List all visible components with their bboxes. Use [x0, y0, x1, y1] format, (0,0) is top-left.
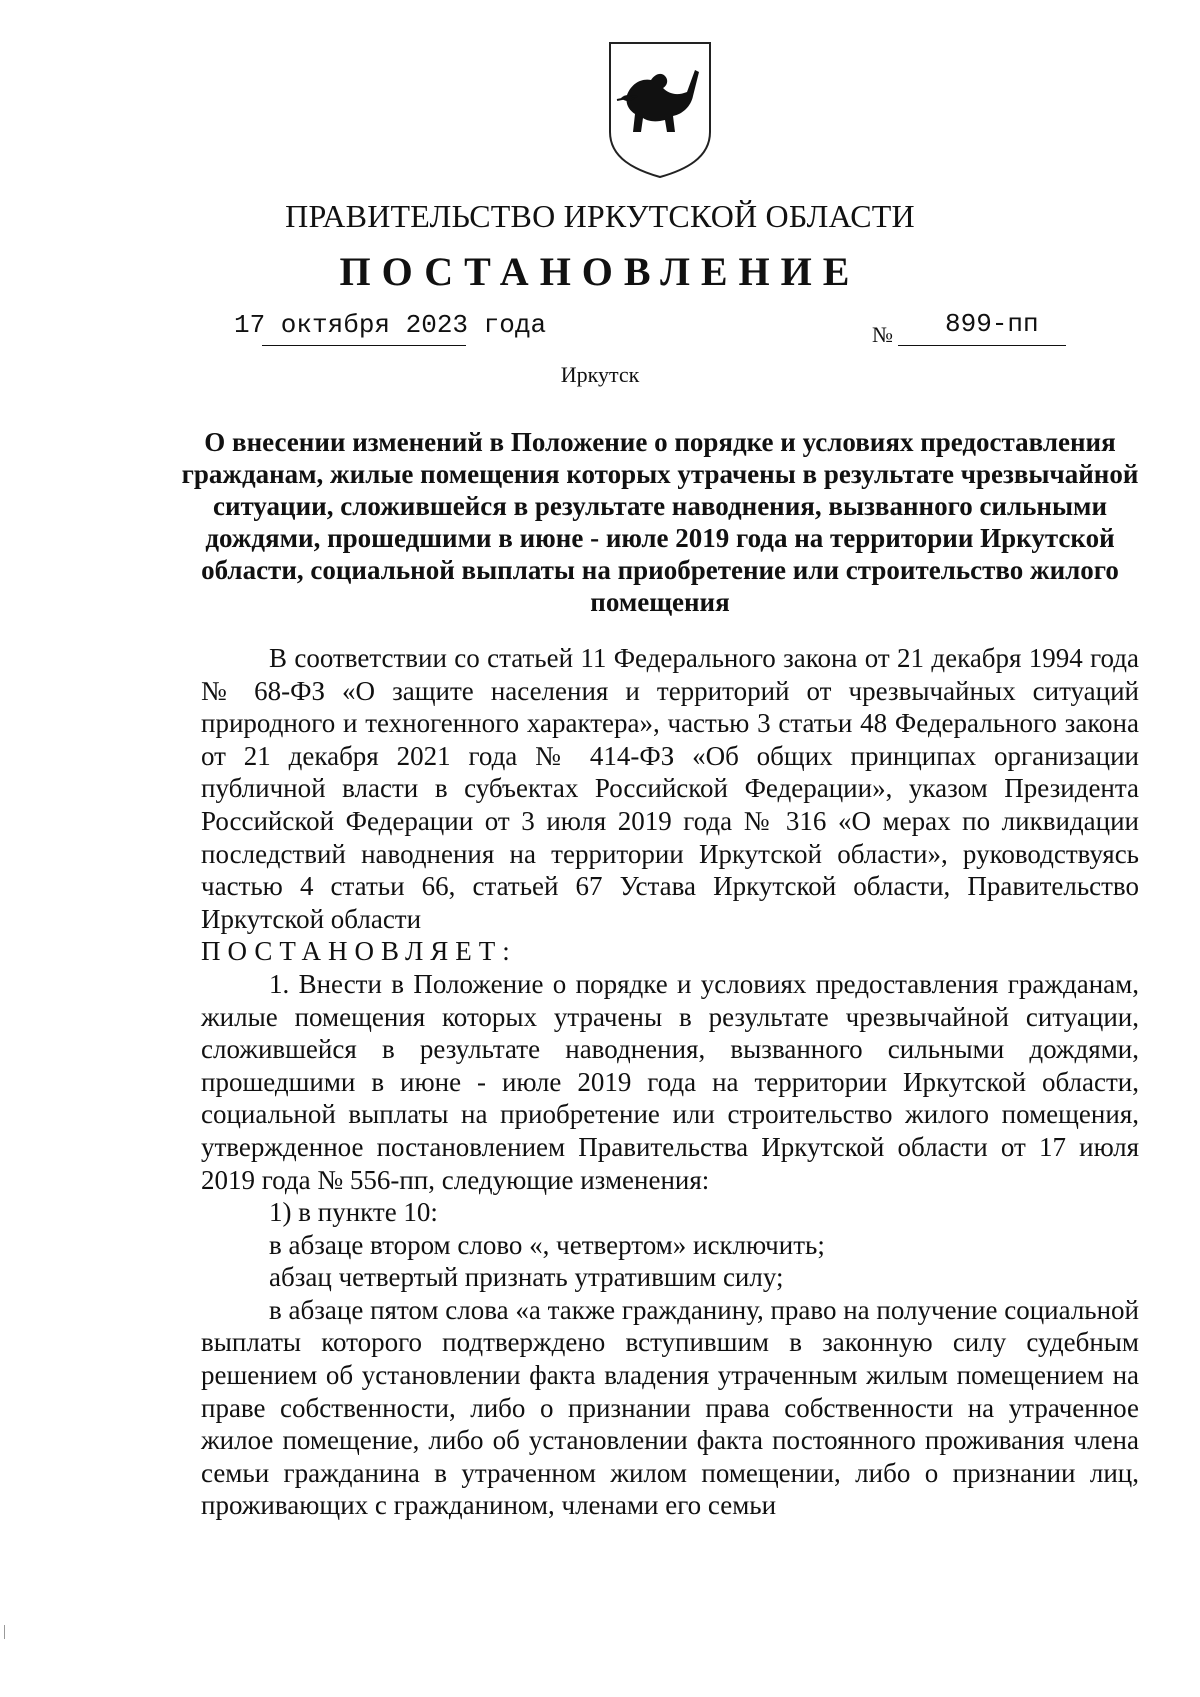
document-body: [201, 642, 1139, 1522]
document-type-title: ПОСТАНОВЛЕНИЕ: [339, 249, 861, 294]
subitem-paragraph: в абзаце пятом слова «а также гражданину, право на получение социальной выплаты которого подтверждено вступившим в законную силу судебным решением об установлении факта владения утраченным жилым помещением на праве собственности, либо о признании права собственности на утраченное жилое помещение, либо об установлении факта постоянного проживания члена семьи гражданина в утраченном жилом помещении, либо о признании лиц, проживающих с гражданином, членами его семьи: [201, 1294, 1139, 1521]
subitem-paragraph: в абзаце втором слово «, четвертом» исключить;: [269, 1229, 825, 1260]
decrees-word: ПОСТАНОВЛЯЕТ:: [201, 936, 517, 967]
scan-margin-mark: [4, 1625, 5, 1639]
number-sign: №: [872, 322, 893, 347]
item-1-paragraph: 1. Внести в Положение о порядке и условиях предоставления гражданам, жилые помещения которых утрачены в результате чрезвычайной ситуации, сложившейся в результате наводнения, вызванного сильными дождями, прошедшими в июне - июле 2019 года на территории Иркутской области, социальной выплаты на приобретение или строительство жилого помещения, утвержденное постановлением Правительства Иркутской области от 17 июля 2019 года № 556-пп, следующие изменения:: [201, 968, 1139, 1195]
subitem-paragraph: 1) в пункте 10:: [269, 1197, 438, 1228]
date-underline: [262, 345, 466, 346]
subitem-paragraph: абзац четвертый признать утратившим силу;: [269, 1262, 784, 1293]
government-name: ПРАВИТЕЛЬСТВО ИРКУТСКОЙ ОБЛАСТИ: [285, 198, 915, 234]
city: Иркутск: [560, 362, 640, 387]
coat-of-arms-emblem: [607, 40, 713, 180]
decree-subject-title: О внесении изменений в Положение о порядке и условиях предоставления гражданам, жилые помещения которых утрачены в результате чрезвычайной ситуации, сложившейся в результате наводнения, вызванного сильными дождями, прошедшими в июне - июле 2019 года на территории Иркутской области, социальной выплаты на приобретение или строительство жилого помещения: [181, 427, 1139, 617]
number-underline: [898, 345, 1066, 346]
decree-number: 899-пп: [945, 309, 1039, 339]
preamble-paragraph: В соответствии со статьей 11 Федерального закона от 21 декабря 1994 года № 68-ФЗ «О защите населения и территорий от чрезвычайных ситуаций природного и техногенного характера», частью 3 статьи 48 Федерального закона от 21 декабря 2021 года № 414-ФЗ «Об общих принципах организации публичной власти в субъектах Российской Федерации», указом Президента Российской Федерации от 3 июля 2019 года № 316 «О мерах по ликвидации последствий наводнения на территории Иркутской области», руководствуясь частью 4 статьи 66, статьей 67 Устава Иркутской области, Правительство Иркутской области: [201, 643, 1139, 934]
decree-date: 17 октября 2023 года: [234, 310, 547, 340]
